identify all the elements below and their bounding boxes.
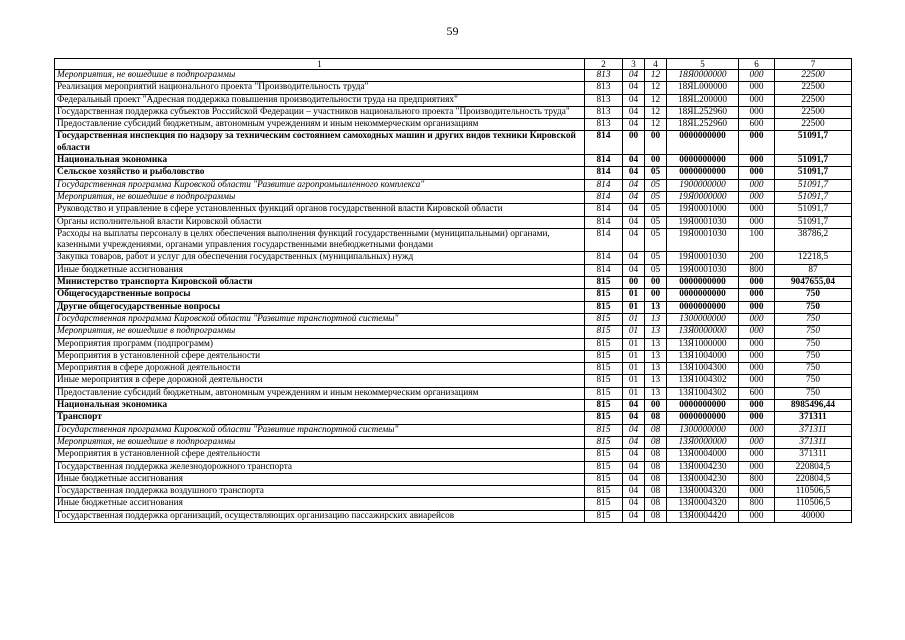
header-cell-name: 1 <box>55 59 585 70</box>
row-name-cell: Мероприятия в установленной сфере деятельности <box>55 350 585 362</box>
table-row <box>55 94 852 106</box>
table-row <box>55 167 852 179</box>
row-name-cell: Иные бюджетные ассигнования <box>55 473 585 485</box>
target-article-cell: 13Я0004230 <box>667 473 739 485</box>
table-row <box>55 510 852 522</box>
expense-type-cell: 000 <box>739 216 775 228</box>
target-article-cell: 19Я0001030 <box>667 264 739 276</box>
ministry-code-cell: 814 <box>585 167 623 179</box>
amount-cell: 750 <box>775 375 852 387</box>
target-article-cell: 18ЯL000000 <box>667 82 739 94</box>
target-article-cell: 13Я1000000 <box>667 338 739 350</box>
section-cell: 04 <box>623 167 645 179</box>
ministry-code-cell: 814 <box>585 131 623 155</box>
header-cell-4: 4 <box>645 59 667 70</box>
table-row <box>55 387 852 399</box>
amount-cell: 22500 <box>775 70 852 82</box>
amount-cell: 220804,5 <box>775 461 852 473</box>
row-name-cell: Общегосударственные вопросы <box>55 289 585 301</box>
target-article-cell: 19Я0001030 <box>667 252 739 264</box>
subsection-cell: 12 <box>645 70 667 82</box>
expense-type-cell: 000 <box>739 131 775 155</box>
section-cell: 04 <box>623 498 645 510</box>
section-cell: 00 <box>623 131 645 155</box>
subsection-cell: 13 <box>645 350 667 362</box>
expense-type-cell: 800 <box>739 498 775 510</box>
table-row <box>55 131 852 155</box>
subsection-cell: 12 <box>645 94 667 106</box>
section-cell: 04 <box>623 155 645 167</box>
section-cell: 04 <box>623 216 645 228</box>
target-article-cell: 18ЯL252960 <box>667 106 739 118</box>
table-row <box>55 375 852 387</box>
subsection-cell: 13 <box>645 387 667 399</box>
row-name-cell: Государственная поддержка железнодорожного транспорта <box>55 461 585 473</box>
table-header-row <box>55 59 852 70</box>
table-row <box>55 473 852 485</box>
header-cell-7: 7 <box>775 59 852 70</box>
expense-type-cell: 000 <box>739 350 775 362</box>
section-cell: 04 <box>623 252 645 264</box>
table-row <box>55 363 852 375</box>
section-cell: 04 <box>623 400 645 412</box>
row-name-cell: Предоставление субсидий бюджетным, автономным учреждениям и иным некоммерческим организациям <box>55 119 585 131</box>
subsection-cell: 00 <box>645 131 667 155</box>
amount-cell: 750 <box>775 363 852 375</box>
subsection-cell: 13 <box>645 326 667 338</box>
amount-cell: 110506,5 <box>775 486 852 498</box>
ministry-code-cell: 815 <box>585 436 623 448</box>
expense-type-cell: 000 <box>739 106 775 118</box>
header-cell-5: 5 <box>667 59 739 70</box>
row-name-cell: Государственная поддержка воздушного транспорта <box>55 486 585 498</box>
target-article-cell: 13Я0004320 <box>667 486 739 498</box>
section-cell: 01 <box>623 338 645 350</box>
expense-type-cell: 000 <box>739 82 775 94</box>
table-row <box>55 436 852 448</box>
target-article-cell: 13Я1004000 <box>667 350 739 362</box>
expense-type-cell: 000 <box>739 510 775 522</box>
target-article-cell: 13Я0000000 <box>667 326 739 338</box>
ministry-code-cell: 814 <box>585 216 623 228</box>
table-row <box>55 326 852 338</box>
amount-cell: 38786,2 <box>775 228 852 252</box>
amount-cell: 750 <box>775 350 852 362</box>
row-name-cell: Государственная программа Кировской области "Развитие транспортной системы" <box>55 313 585 325</box>
amount-cell: 22500 <box>775 119 852 131</box>
target-article-cell: 18ЯL200000 <box>667 94 739 106</box>
subsection-cell: 00 <box>645 289 667 301</box>
section-cell: 04 <box>623 264 645 276</box>
expense-type-cell: 000 <box>739 338 775 350</box>
budget-table <box>54 58 852 523</box>
section-cell: 04 <box>623 179 645 191</box>
subsection-cell: 00 <box>645 277 667 289</box>
subsection-cell: 05 <box>645 204 667 216</box>
amount-cell: 371311 <box>775 412 852 424</box>
table-row <box>55 301 852 313</box>
table-row <box>55 82 852 94</box>
amount-cell: 51091,7 <box>775 131 852 155</box>
amount-cell: 371311 <box>775 424 852 436</box>
row-name-cell: Мероприятия, не вошедшие в подпрограммы <box>55 191 585 203</box>
row-name-cell: Государственная программа Кировской области "Развитие транспортной системы" <box>55 424 585 436</box>
row-name-cell: Руководство и управление в сфере установленных функций органов государственной власти Кировской области <box>55 204 585 216</box>
table-row <box>55 486 852 498</box>
expense-type-cell: 000 <box>739 191 775 203</box>
expense-type-cell: 000 <box>739 424 775 436</box>
section-cell: 01 <box>623 301 645 313</box>
target-article-cell: 13Я1004302 <box>667 387 739 399</box>
expense-type-cell: 000 <box>739 179 775 191</box>
table-row <box>55 400 852 412</box>
ministry-code-cell: 815 <box>585 326 623 338</box>
expense-type-cell: 000 <box>739 375 775 387</box>
table-row <box>55 119 852 131</box>
subsection-cell: 12 <box>645 119 667 131</box>
subsection-cell: 08 <box>645 510 667 522</box>
row-name-cell: Министерство транспорта Кировской области <box>55 277 585 289</box>
section-cell: 04 <box>623 106 645 118</box>
table-row <box>55 155 852 167</box>
ministry-code-cell: 814 <box>585 191 623 203</box>
ministry-code-cell: 813 <box>585 119 623 131</box>
section-cell: 01 <box>623 289 645 301</box>
subsection-cell: 05 <box>645 167 667 179</box>
target-article-cell: 19Я0000000 <box>667 191 739 203</box>
subsection-cell: 05 <box>645 216 667 228</box>
amount-cell: 750 <box>775 313 852 325</box>
row-name-cell: Мероприятия программ (подпрограмм) <box>55 338 585 350</box>
section-cell: 04 <box>623 228 645 252</box>
amount-cell: 12218,5 <box>775 252 852 264</box>
subsection-cell: 05 <box>645 228 667 252</box>
section-cell: 04 <box>623 412 645 424</box>
ministry-code-cell: 815 <box>585 449 623 461</box>
subsection-cell: 13 <box>645 313 667 325</box>
ministry-code-cell: 815 <box>585 473 623 485</box>
row-name-cell: Государственная инспекция по надзору за техническим состоянием самоходных машин и других видов техники Кировской области <box>55 131 585 155</box>
section-cell: 04 <box>623 486 645 498</box>
ministry-code-cell: 814 <box>585 204 623 216</box>
section-cell: 01 <box>623 326 645 338</box>
subsection-cell: 00 <box>645 400 667 412</box>
amount-cell: 371311 <box>775 449 852 461</box>
target-article-cell: 19Я0001030 <box>667 216 739 228</box>
target-article-cell: 0000000000 <box>667 155 739 167</box>
table-row <box>55 313 852 325</box>
section-cell: 01 <box>623 387 645 399</box>
ministry-code-cell: 813 <box>585 106 623 118</box>
target-article-cell: 13Я0004320 <box>667 498 739 510</box>
row-name-cell: Мероприятия, не вошедшие в подпрограммы <box>55 326 585 338</box>
subsection-cell: 05 <box>645 179 667 191</box>
row-name-cell: Иные мероприятия в сфере дорожной деятельности <box>55 375 585 387</box>
expense-type-cell: 100 <box>739 228 775 252</box>
amount-cell: 750 <box>775 326 852 338</box>
amount-cell: 371311 <box>775 436 852 448</box>
target-article-cell: 0000000000 <box>667 301 739 313</box>
ministry-code-cell: 815 <box>585 424 623 436</box>
row-name-cell: Транспорт <box>55 412 585 424</box>
table-row <box>55 289 852 301</box>
row-name-cell: Национальная экономика <box>55 400 585 412</box>
target-article-cell: 1300000000 <box>667 313 739 325</box>
table-row <box>55 338 852 350</box>
table-row <box>55 350 852 362</box>
expense-type-cell: 600 <box>739 119 775 131</box>
ministry-code-cell: 815 <box>585 375 623 387</box>
expense-type-cell: 000 <box>739 436 775 448</box>
amount-cell: 8985496,44 <box>775 400 852 412</box>
amount-cell: 220804,5 <box>775 473 852 485</box>
subsection-cell: 05 <box>645 191 667 203</box>
row-name-cell: Мероприятия в установленной сфере деятельности <box>55 449 585 461</box>
row-name-cell: Федеральный проект "Адресная поддержка повышения производительности труда на предприятиях" <box>55 94 585 106</box>
ministry-code-cell: 815 <box>585 350 623 362</box>
expense-type-cell: 000 <box>739 449 775 461</box>
expense-type-cell: 000 <box>739 313 775 325</box>
expense-type-cell: 000 <box>739 301 775 313</box>
table-row <box>55 70 852 82</box>
subsection-cell: 08 <box>645 412 667 424</box>
subsection-cell: 08 <box>645 424 667 436</box>
header-cell-2: 2 <box>585 59 623 70</box>
amount-cell: 51091,7 <box>775 204 852 216</box>
subsection-cell: 12 <box>645 82 667 94</box>
target-article-cell: 1900000000 <box>667 179 739 191</box>
expense-type-cell: 800 <box>739 264 775 276</box>
ministry-code-cell: 814 <box>585 155 623 167</box>
row-name-cell: Государственная программа Кировской области "Развитие агропромышленного комплекса" <box>55 179 585 191</box>
target-article-cell: 0000000000 <box>667 412 739 424</box>
amount-cell: 51091,7 <box>775 179 852 191</box>
row-name-cell: Другие общегосударственные вопросы <box>55 301 585 313</box>
row-name-cell: Государственная поддержка субъектов Российской Федерации – участников национального проекта "Производительность труда" <box>55 106 585 118</box>
target-article-cell: 13Я0004000 <box>667 449 739 461</box>
subsection-cell: 00 <box>645 155 667 167</box>
subsection-cell: 08 <box>645 436 667 448</box>
amount-cell: 22500 <box>775 94 852 106</box>
expense-type-cell: 000 <box>739 326 775 338</box>
table-row <box>55 191 852 203</box>
section-cell: 01 <box>623 375 645 387</box>
section-cell: 04 <box>623 473 645 485</box>
expense-type-cell: 000 <box>739 289 775 301</box>
table-row <box>55 449 852 461</box>
amount-cell: 750 <box>775 289 852 301</box>
ministry-code-cell: 815 <box>585 363 623 375</box>
amount-cell: 750 <box>775 338 852 350</box>
target-article-cell: 13Я1004300 <box>667 363 739 375</box>
expense-type-cell: 000 <box>739 277 775 289</box>
expense-type-cell: 800 <box>739 473 775 485</box>
ministry-code-cell: 814 <box>585 264 623 276</box>
row-name-cell: Государственная поддержка организаций, осуществляющих организацию пассажирских авиарейсов <box>55 510 585 522</box>
table-row <box>55 216 852 228</box>
target-article-cell: 0000000000 <box>667 167 739 179</box>
ministry-code-cell: 813 <box>585 70 623 82</box>
section-cell: 01 <box>623 350 645 362</box>
subsection-cell: 13 <box>645 375 667 387</box>
amount-cell: 110506,5 <box>775 498 852 510</box>
target-article-cell: 19Я0001030 <box>667 228 739 252</box>
row-name-cell: Мероприятия, не вошедшие в подпрограммы <box>55 70 585 82</box>
ministry-code-cell: 815 <box>585 301 623 313</box>
table-row <box>55 461 852 473</box>
amount-cell: 750 <box>775 301 852 313</box>
table-row <box>55 106 852 118</box>
amount-cell: 51091,7 <box>775 155 852 167</box>
subsection-cell: 08 <box>645 498 667 510</box>
table-row <box>55 179 852 191</box>
target-article-cell: 0000000000 <box>667 131 739 155</box>
amount-cell: 22500 <box>775 106 852 118</box>
budget-table-body <box>55 59 852 523</box>
ministry-code-cell: 815 <box>585 313 623 325</box>
row-name-cell: Расходы на выплаты персоналу в целях обеспечения выполнения функций государственными (муниципальными) органами, казенными учреждениями, органами управления государственными внебюджетными фондами <box>55 228 585 252</box>
header-cell-6: 6 <box>739 59 775 70</box>
row-name-cell: Реализация мероприятий национального проекта "Производительность труда" <box>55 82 585 94</box>
ministry-code-cell: 815 <box>585 412 623 424</box>
expense-type-cell: 000 <box>739 363 775 375</box>
amount-cell: 750 <box>775 387 852 399</box>
row-name-cell: Органы исполнительной власти Кировской области <box>55 216 585 228</box>
section-cell: 04 <box>623 510 645 522</box>
row-name-cell: Предоставление субсидий бюджетным, автономным учреждениям и иным некоммерческим организациям <box>55 387 585 399</box>
header-cell-3: 3 <box>623 59 645 70</box>
ministry-code-cell: 815 <box>585 387 623 399</box>
amount-cell: 51091,7 <box>775 216 852 228</box>
section-cell: 04 <box>623 119 645 131</box>
row-name-cell: Сельское хозяйство и рыболовство <box>55 167 585 179</box>
target-article-cell: 18Я0000000 <box>667 70 739 82</box>
amount-cell: 40000 <box>775 510 852 522</box>
target-article-cell: 13Я0000000 <box>667 436 739 448</box>
ministry-code-cell: 815 <box>585 277 623 289</box>
expense-type-cell: 000 <box>739 486 775 498</box>
expense-type-cell: 000 <box>739 412 775 424</box>
ministry-code-cell: 814 <box>585 228 623 252</box>
row-name-cell: Мероприятия, не вошедшие в подпрограммы <box>55 436 585 448</box>
section-cell: 01 <box>623 313 645 325</box>
section-cell: 04 <box>623 461 645 473</box>
subsection-cell: 13 <box>645 338 667 350</box>
subsection-cell: 05 <box>645 264 667 276</box>
section-cell: 04 <box>623 70 645 82</box>
expense-type-cell: 000 <box>739 204 775 216</box>
ministry-code-cell: 815 <box>585 486 623 498</box>
ministry-code-cell: 815 <box>585 338 623 350</box>
section-cell: 01 <box>623 363 645 375</box>
row-name-cell: Закупка товаров, работ и услуг для обеспечения государственных (муниципальных) нужд <box>55 252 585 264</box>
expense-type-cell: 000 <box>739 400 775 412</box>
target-article-cell: 18ЯL252960 <box>667 119 739 131</box>
section-cell: 04 <box>623 449 645 461</box>
expense-type-cell: 200 <box>739 252 775 264</box>
expense-type-cell: 000 <box>739 167 775 179</box>
ministry-code-cell: 815 <box>585 289 623 301</box>
target-article-cell: 19Я0001000 <box>667 204 739 216</box>
target-article-cell: 0000000000 <box>667 400 739 412</box>
subsection-cell: 05 <box>645 252 667 264</box>
table-row <box>55 228 852 252</box>
row-name-cell: Мероприятия в сфере дорожной деятельности <box>55 363 585 375</box>
subsection-cell: 12 <box>645 106 667 118</box>
section-cell: 04 <box>623 204 645 216</box>
subsection-cell: 08 <box>645 473 667 485</box>
ministry-code-cell: 815 <box>585 498 623 510</box>
target-article-cell: 13Я1004302 <box>667 375 739 387</box>
table-row <box>55 277 852 289</box>
subsection-cell: 08 <box>645 461 667 473</box>
ministry-code-cell: 813 <box>585 82 623 94</box>
table-row <box>55 424 852 436</box>
subsection-cell: 13 <box>645 363 667 375</box>
section-cell: 04 <box>623 191 645 203</box>
page-number: 59 <box>446 24 459 38</box>
ministry-code-cell: 814 <box>585 179 623 191</box>
ministry-code-cell: 815 <box>585 510 623 522</box>
target-article-cell: 0000000000 <box>667 289 739 301</box>
section-cell: 04 <box>623 424 645 436</box>
section-cell: 00 <box>623 277 645 289</box>
table-row <box>55 264 852 276</box>
expense-type-cell: 000 <box>739 461 775 473</box>
subsection-cell: 08 <box>645 486 667 498</box>
amount-cell: 51091,7 <box>775 191 852 203</box>
target-article-cell: 1300000000 <box>667 424 739 436</box>
amount-cell: 51091,7 <box>775 167 852 179</box>
expense-type-cell: 000 <box>739 155 775 167</box>
section-cell: 04 <box>623 82 645 94</box>
target-article-cell: 0000000000 <box>667 277 739 289</box>
table-row <box>55 204 852 216</box>
ministry-code-cell: 815 <box>585 400 623 412</box>
amount-cell: 87 <box>775 264 852 276</box>
target-article-cell: 13Я0004420 <box>667 510 739 522</box>
expense-type-cell: 600 <box>739 387 775 399</box>
section-cell: 04 <box>623 436 645 448</box>
expense-type-cell: 000 <box>739 70 775 82</box>
ministry-code-cell: 814 <box>585 252 623 264</box>
row-name-cell: Иные бюджетные ассигнования <box>55 498 585 510</box>
ministry-code-cell: 813 <box>585 94 623 106</box>
ministry-code-cell: 815 <box>585 461 623 473</box>
target-article-cell: 13Я0004230 <box>667 461 739 473</box>
section-cell: 04 <box>623 94 645 106</box>
table-row <box>55 412 852 424</box>
amount-cell: 9047655,04 <box>775 277 852 289</box>
expense-type-cell: 000 <box>739 94 775 106</box>
row-name-cell: Национальная экономика <box>55 155 585 167</box>
subsection-cell: 08 <box>645 449 667 461</box>
table-row <box>55 252 852 264</box>
amount-cell: 22500 <box>775 82 852 94</box>
row-name-cell: Иные бюджетные ассигнования <box>55 264 585 276</box>
table-row <box>55 498 852 510</box>
subsection-cell: 13 <box>645 301 667 313</box>
